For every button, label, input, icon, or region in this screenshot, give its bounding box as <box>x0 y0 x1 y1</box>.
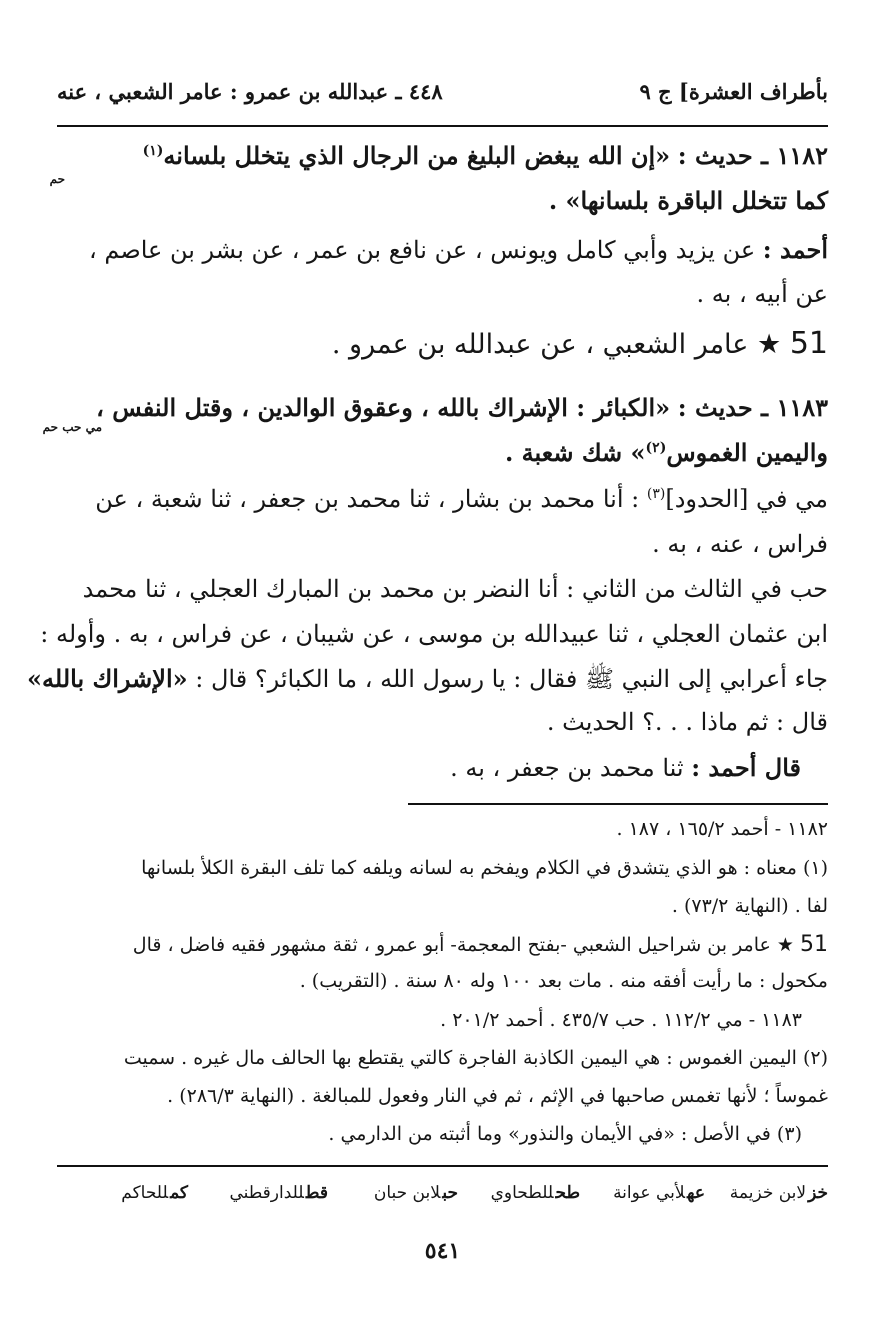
footnote-ref: (١) <box>142 143 164 159</box>
isnad-text: جاء أعرابي إلى النبي ﷺ فقال : يا رسول الله ، ما الكبائر؟ قال : <box>195 665 828 693</box>
abbrev-ibn-hibban: حبلابن حبان <box>373 1183 458 1203</box>
mi-isnad-line1 <box>57 485 828 513</box>
hadith-1882-line1 <box>57 141 828 170</box>
footnote-1883-ref: ١١٨٣ - مي ١١٢/٢ . حب ٤٣٥/٧ . أحمد ٢٠١/٢ . <box>440 1009 802 1031</box>
footnote-1882-ref: ١١٨٢ - أحمد ١٦٥/٢ ، ١٨٧ . <box>616 818 828 840</box>
mi-isnad-line2: فراس ، عنه ، به . <box>652 530 828 558</box>
section-number: 51 <box>800 932 828 957</box>
abbrev-tahawi: طحللطحاوي <box>490 1183 580 1203</box>
hadith-1883-line2 <box>57 438 828 467</box>
star-icon: ★ <box>757 329 782 360</box>
hb-isnad-line4: قال : ثم ماذا . . .؟ الحديث . <box>546 708 828 736</box>
section-title: عامر الشعبي ، عن عبدالله بن عمرو . <box>331 329 749 360</box>
footnote-separator <box>408 803 828 805</box>
isnad-text: : أنا محمد بن بشار ، ثنا محمد بن جعفر ، ثنا شعبة ، عن <box>95 485 640 513</box>
hadith-text: واليمين الغموس <box>666 438 828 467</box>
isnad-text: عن يزيد وأبي كامل ويونس ، عن نافع بن عمر ، عن بشر بن عاصم ، <box>88 236 756 264</box>
hadith-number: ١١٨٣ ـ حديث : <box>677 393 828 422</box>
hadith-1882-line2: كما تتخلل الباقرة بلسانها» . <box>548 186 828 215</box>
section-51-heading <box>57 326 828 361</box>
footnote-2-line2: غموساً ؛ لأنها تغمس صاحبها في الإثم ، ثم في النار وفعول للمبالغة . (النهاية ٢٨٦/٣) . <box>167 1085 828 1107</box>
footnote-2-line1: (٢) اليمين الغموس : هي اليمين الكاذبة الفاجرة كالتي يقتطع بها الحالف مال غيره . سميت <box>123 1047 828 1069</box>
quoted-answer: «الإشراك بالله» <box>27 664 188 693</box>
footnote-ref: (٢) <box>645 440 667 456</box>
footnote-51-line2: مكحول : ما رأيت أفقه منه . مات بعد ١٠٠ وله ٨٠ سنة . (التقريب) . <box>299 970 828 992</box>
abbrev-hakim: كمللحاكم <box>121 1183 188 1203</box>
hadith-text-end: » شك شعبة . <box>504 438 646 467</box>
margin-source-mark: حم <box>49 172 65 186</box>
footnote-1-line1: (١) معناه : هو الذي يتشدق في الكلام ويفخم به لسانه ويلفه كما تلف البقرة الكلأ بلسانها <box>141 857 828 879</box>
abbrev-daraqutni: قطللدارقطني <box>229 1183 328 1203</box>
star-icon: ★ <box>776 934 794 956</box>
hadith-text: «إن الله يبغض البليغ من الرجال الذي يتخلل بلسانه <box>163 141 671 170</box>
footnote-1-line2: لفا . (النهاية ٧٣/٢) . <box>671 895 828 917</box>
header-rule <box>57 125 828 127</box>
hadith-1883-line1 <box>57 393 828 422</box>
footnote-ref: (٣) <box>646 486 666 502</box>
isnad-source: مي في [الحدود] <box>665 485 828 513</box>
footnote-text: عامر بن شراحيل الشعبي -بفتح المعجمة- أبو عمرو ، ثقة مشهور فقيه فاضل ، قال <box>132 934 771 956</box>
hadith-1882-isnad-line1 <box>57 235 828 264</box>
hadith-1882-isnad-line2: عن أبيه ، به . <box>696 280 828 308</box>
footnote-51-line1 <box>57 932 828 957</box>
hb-isnad-line1: حب في الثالث من الثاني : أنا النضر بن محمد بن المبارك العجلي ، ثنا محمد <box>82 575 828 603</box>
hadith-text: «الكبائر : الإشراك بالله ، وعقوق الوالدين ، وقتل النفس ، <box>96 393 671 422</box>
page-number: ٥٤١ <box>424 1238 461 1264</box>
hadith-number: ١١٨٢ ـ حديث : <box>677 141 828 170</box>
hb-isnad-line3 <box>27 664 828 699</box>
abbrev-ibn-khuzayma: خزلابن خزيمة <box>729 1183 828 1203</box>
isnad-label: قال أحمد : <box>691 753 801 782</box>
section-number: 51 <box>789 326 828 361</box>
running-header-right: بأطراف العشرة] ج ٩ <box>639 79 828 104</box>
abbreviation-rule <box>57 1165 828 1167</box>
ahmad-isnad-line <box>57 753 801 782</box>
footnote-3: (٣) في الأصل : «في الأيمان والنذور» وما أثبته من الدارمي . <box>328 1123 802 1145</box>
isnad-label: أحمد : <box>762 235 828 264</box>
running-header-left: ٤٤٨ ـ عبدالله بن عمرو : عامر الشعبي ، عنه <box>57 79 443 104</box>
isnad-text: ثنا محمد بن جعفر ، به . <box>450 754 684 782</box>
margin-source-marks: مي حب حم <box>42 420 102 434</box>
hb-isnad-line2: ابن عثمان العجلي ، ثنا عبيدالله بن موسى ، عن شيبان ، عن فراس ، به . وأوله : <box>40 620 828 648</box>
abbrev-abu-awana: عهلأبي عوانة <box>613 1183 705 1203</box>
